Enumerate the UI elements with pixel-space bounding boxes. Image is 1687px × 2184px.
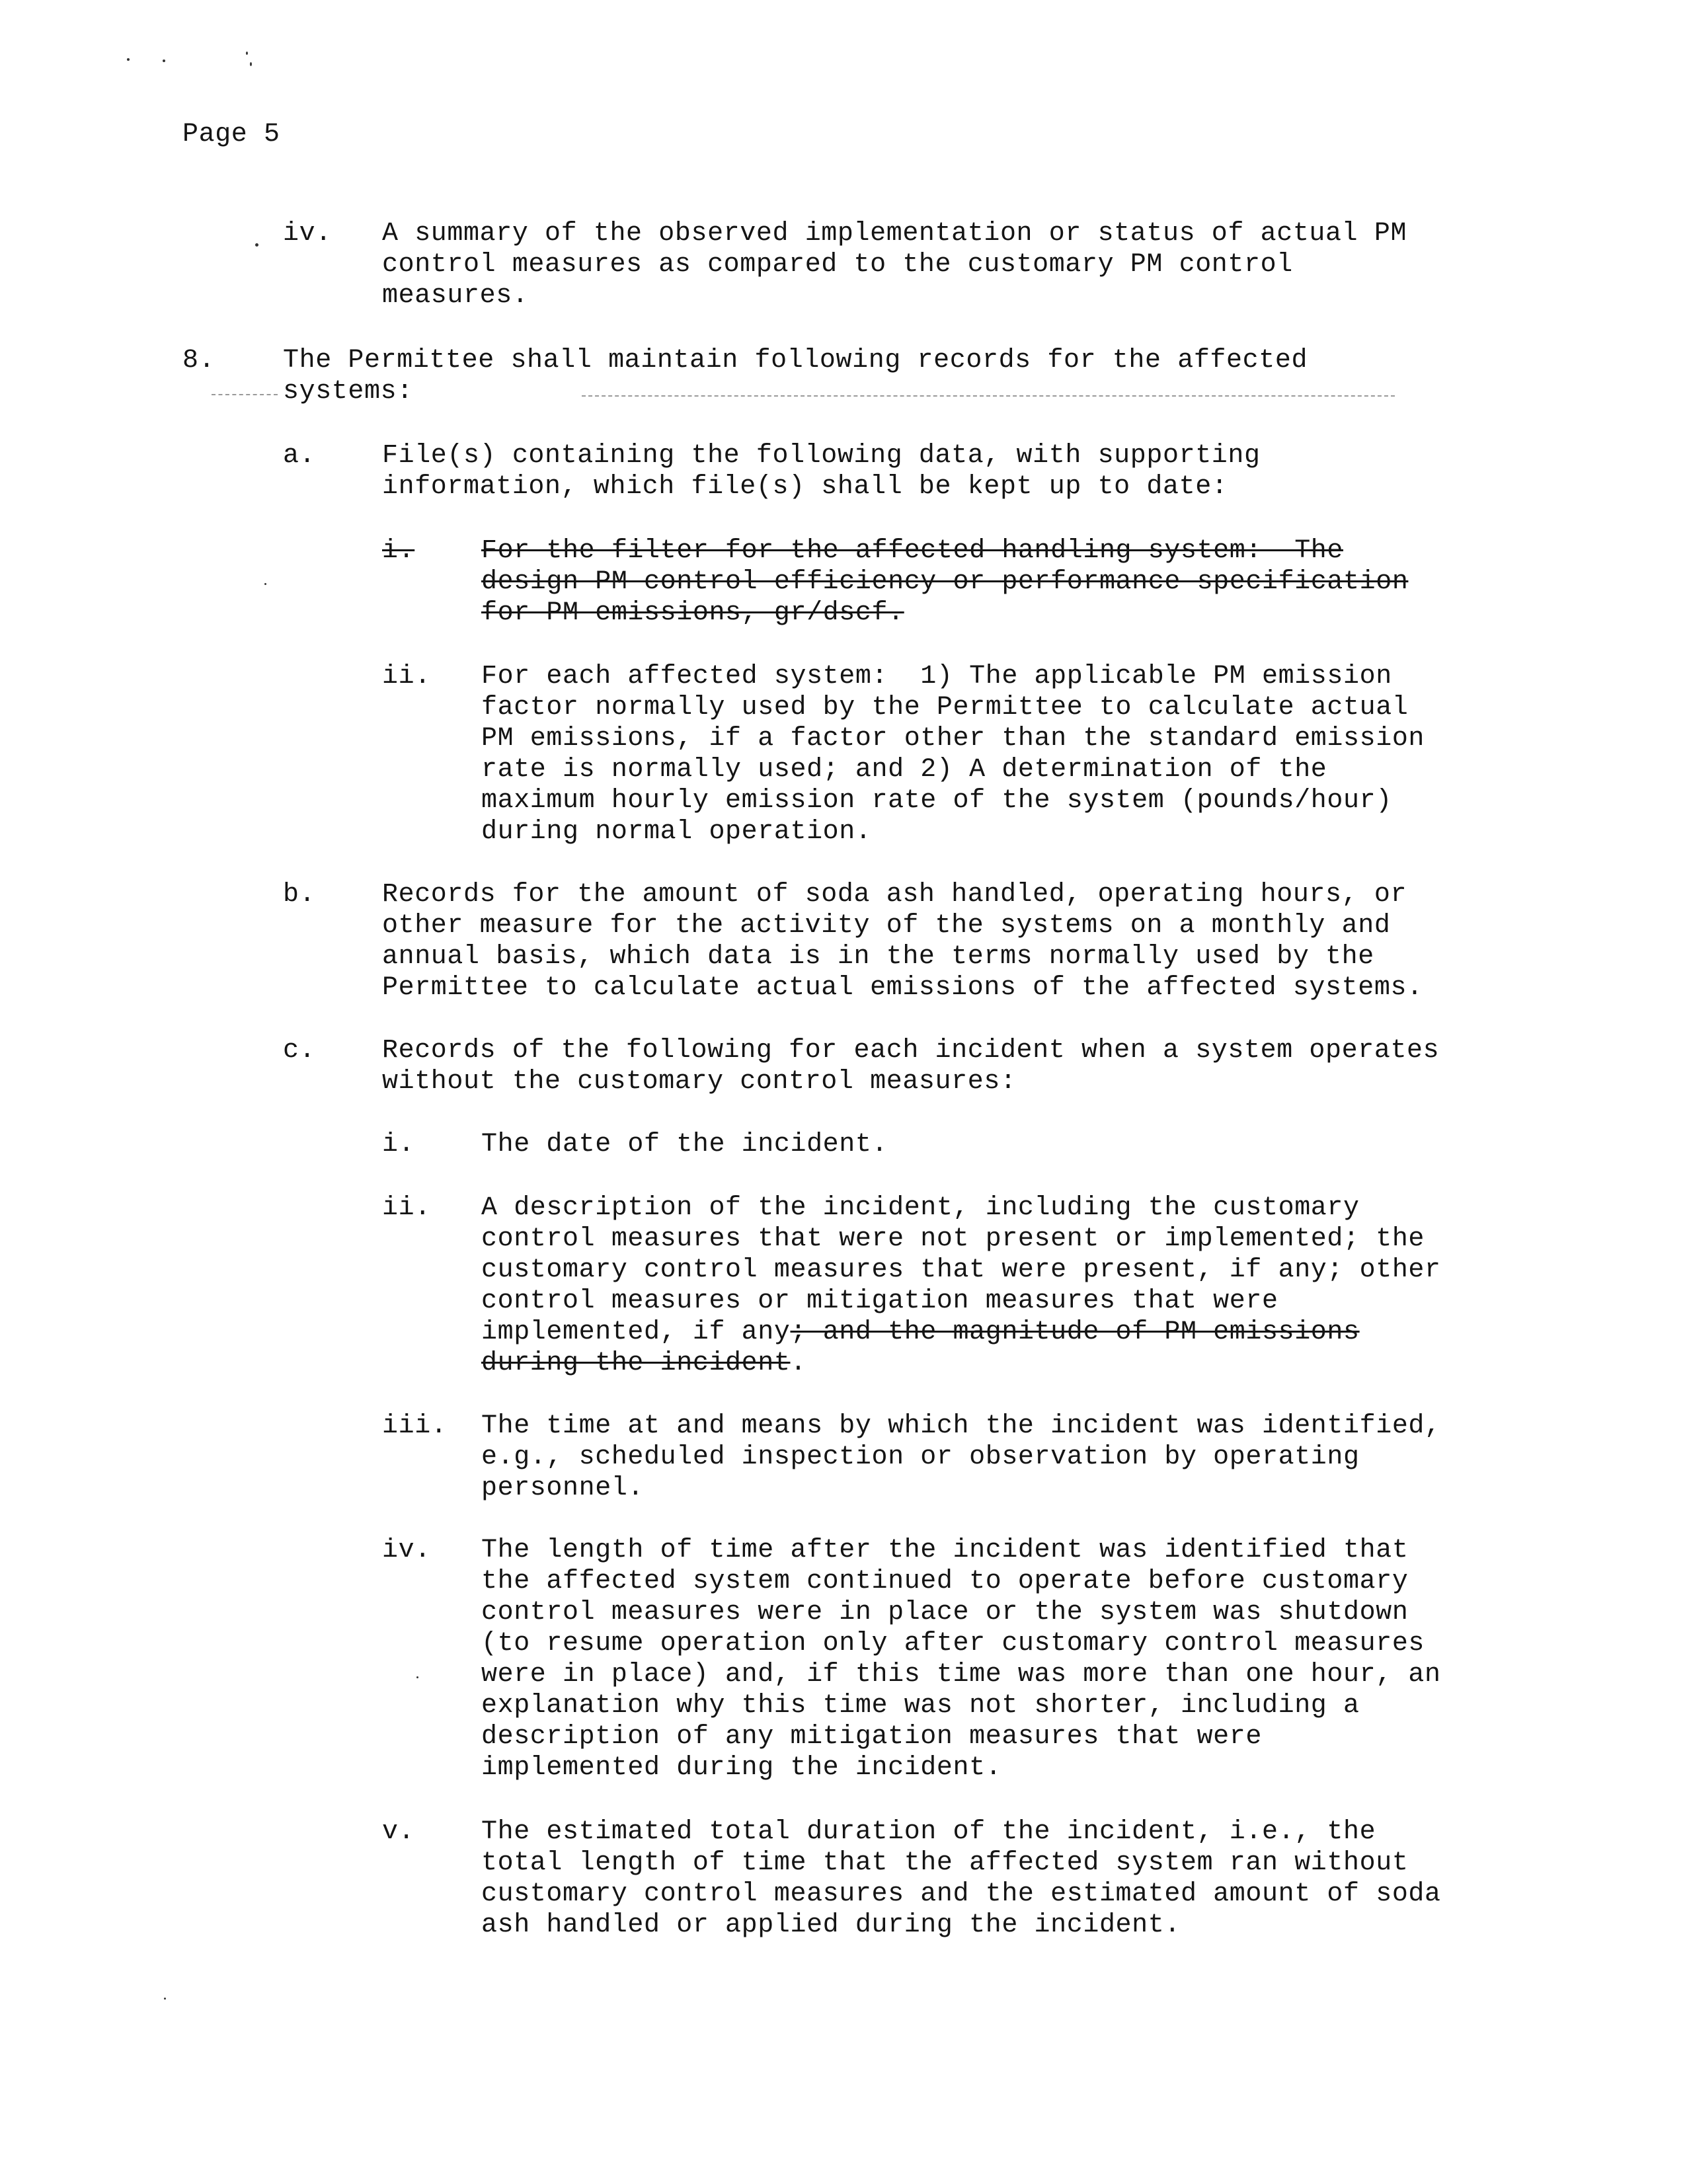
item-text-line: description of any mitigation measures that were — [481, 1722, 1262, 1752]
item-text-line: measures. — [382, 281, 529, 311]
item-text-line: The date of the incident. — [481, 1130, 888, 1159]
item-text-line: maximum hourly emission rate of the system (pounds/hour) — [481, 786, 1392, 816]
item-text-line: total length of time that the affected system ran without — [481, 1848, 1409, 1878]
struck-text-fragment: ; and the magnitude of PM emissions — [790, 1317, 1360, 1347]
item-text-line: The Permittee shall maintain following records for the affected — [283, 346, 1308, 375]
item-marker: ii. — [382, 1193, 431, 1223]
scan-speck — [246, 52, 248, 55]
item-marker: iv. — [382, 1536, 431, 1565]
item-text-line: annual basis, which data is in the terms normally used by the — [382, 942, 1374, 972]
struck-item-marker: i. — [382, 536, 415, 566]
item-text-line: Permittee to calculate actual emissions of the affected systems. — [382, 973, 1423, 1003]
scan-speck — [163, 59, 165, 62]
item-text-line: The time at and means by which the incident was identified, — [481, 1411, 1441, 1441]
item-text-line: explanation why this time was not shorter, including a — [481, 1691, 1360, 1721]
item-marker: iii. — [382, 1411, 448, 1441]
item-text-line: implemented during the incident. — [481, 1753, 1002, 1783]
scan-speck — [250, 62, 252, 66]
faint-scan-line — [582, 395, 1395, 397]
item-marker: c. — [283, 1036, 316, 1066]
item-text-line: customary control measures that were present, if any; other — [481, 1255, 1441, 1285]
section-number: 8. — [182, 346, 216, 375]
item-text-line: For each affected system: 1) The applicable PM emission — [481, 662, 1392, 691]
item-text-line: Records for the amount of soda ash handled, operating hours, or — [382, 880, 1407, 910]
item-text-line: (to resume operation only after customary control measures — [481, 1629, 1425, 1658]
item-text-line: PM emissions, if a factor other than the standard emission — [481, 724, 1425, 754]
item-text-line: personnel. — [481, 1473, 645, 1503]
item-text-line: during normal operation. — [481, 817, 872, 847]
mixed-text-line — [481, 1317, 1360, 1348]
page-number: Page 5 — [182, 120, 280, 149]
item-text-line: control measures that were not present or implemented; the — [481, 1224, 1425, 1254]
item-text-line: were in place) and, if this time was more than one hour, an — [481, 1660, 1441, 1690]
item-text-line: customary control measures and the estimated amount of soda — [481, 1879, 1441, 1909]
scan-speck — [264, 583, 266, 585]
item-text-line: information, which file(s) shall be kept up to date: — [382, 472, 1228, 502]
item-text-fragment: implemented, if any — [481, 1317, 791, 1347]
item-marker: b. — [283, 880, 316, 910]
item-text-line: without the customary control measures: — [382, 1067, 1017, 1097]
item-text-line: File(s) containing the following data, with supporting — [382, 441, 1261, 471]
scan-speck — [164, 1998, 166, 2000]
item-text-line: The length of time after the incident was identified that — [481, 1536, 1409, 1565]
item-text-line: control measures or mitigation measures that were — [481, 1286, 1278, 1316]
struck-text-line: for PM emissions, gr/dscf. — [481, 598, 904, 628]
item-text-fragment: . — [790, 1348, 807, 1378]
item-text-line: ash handled or applied during the incident. — [481, 1910, 1181, 1940]
faint-scan-line — [212, 394, 278, 395]
struck-text-line: For the filter for the affected handling system: The — [481, 536, 1344, 566]
scan-speck — [127, 58, 130, 61]
item-text-line: Records of the following for each incident when a system operates — [382, 1036, 1440, 1066]
item-text-line: e.g., scheduled inspection or observation by operating — [481, 1442, 1360, 1472]
item-marker: v. — [382, 1817, 415, 1847]
item-text-line: factor normally used by the Permittee to calculate actual — [481, 693, 1409, 722]
item-text-line: The estimated total duration of the incident, i.e., the — [481, 1817, 1376, 1847]
mixed-text-line — [481, 1348, 806, 1379]
item-text-line: the affected system continued to operate before customary — [481, 1567, 1409, 1596]
struck-text-line: design PM control efficiency or performance specification — [481, 567, 1409, 597]
item-marker: a. — [283, 441, 316, 471]
scan-speck — [255, 243, 258, 247]
item-marker: ii. — [382, 662, 431, 691]
item-text-line: control measures were in place or the system was shutdown — [481, 1598, 1409, 1627]
item-text-line: control measures as compared to the customary PM control — [382, 250, 1293, 280]
item-marker: i. — [382, 1130, 415, 1159]
item-text-line: A description of the incident, including the customary — [481, 1193, 1360, 1223]
item-marker: iv. — [283, 219, 332, 249]
item-text-line: A summary of the observed implementation or status of actual PM — [382, 219, 1407, 249]
item-text-line: rate is normally used; and 2) A determination of the — [481, 755, 1327, 785]
item-text-line: other measure for the activity of the systems on a monthly and — [382, 911, 1391, 941]
item-text-line: systems: — [283, 377, 413, 407]
scan-speck — [416, 1676, 418, 1678]
struck-text-fragment: during the incident — [481, 1348, 791, 1378]
